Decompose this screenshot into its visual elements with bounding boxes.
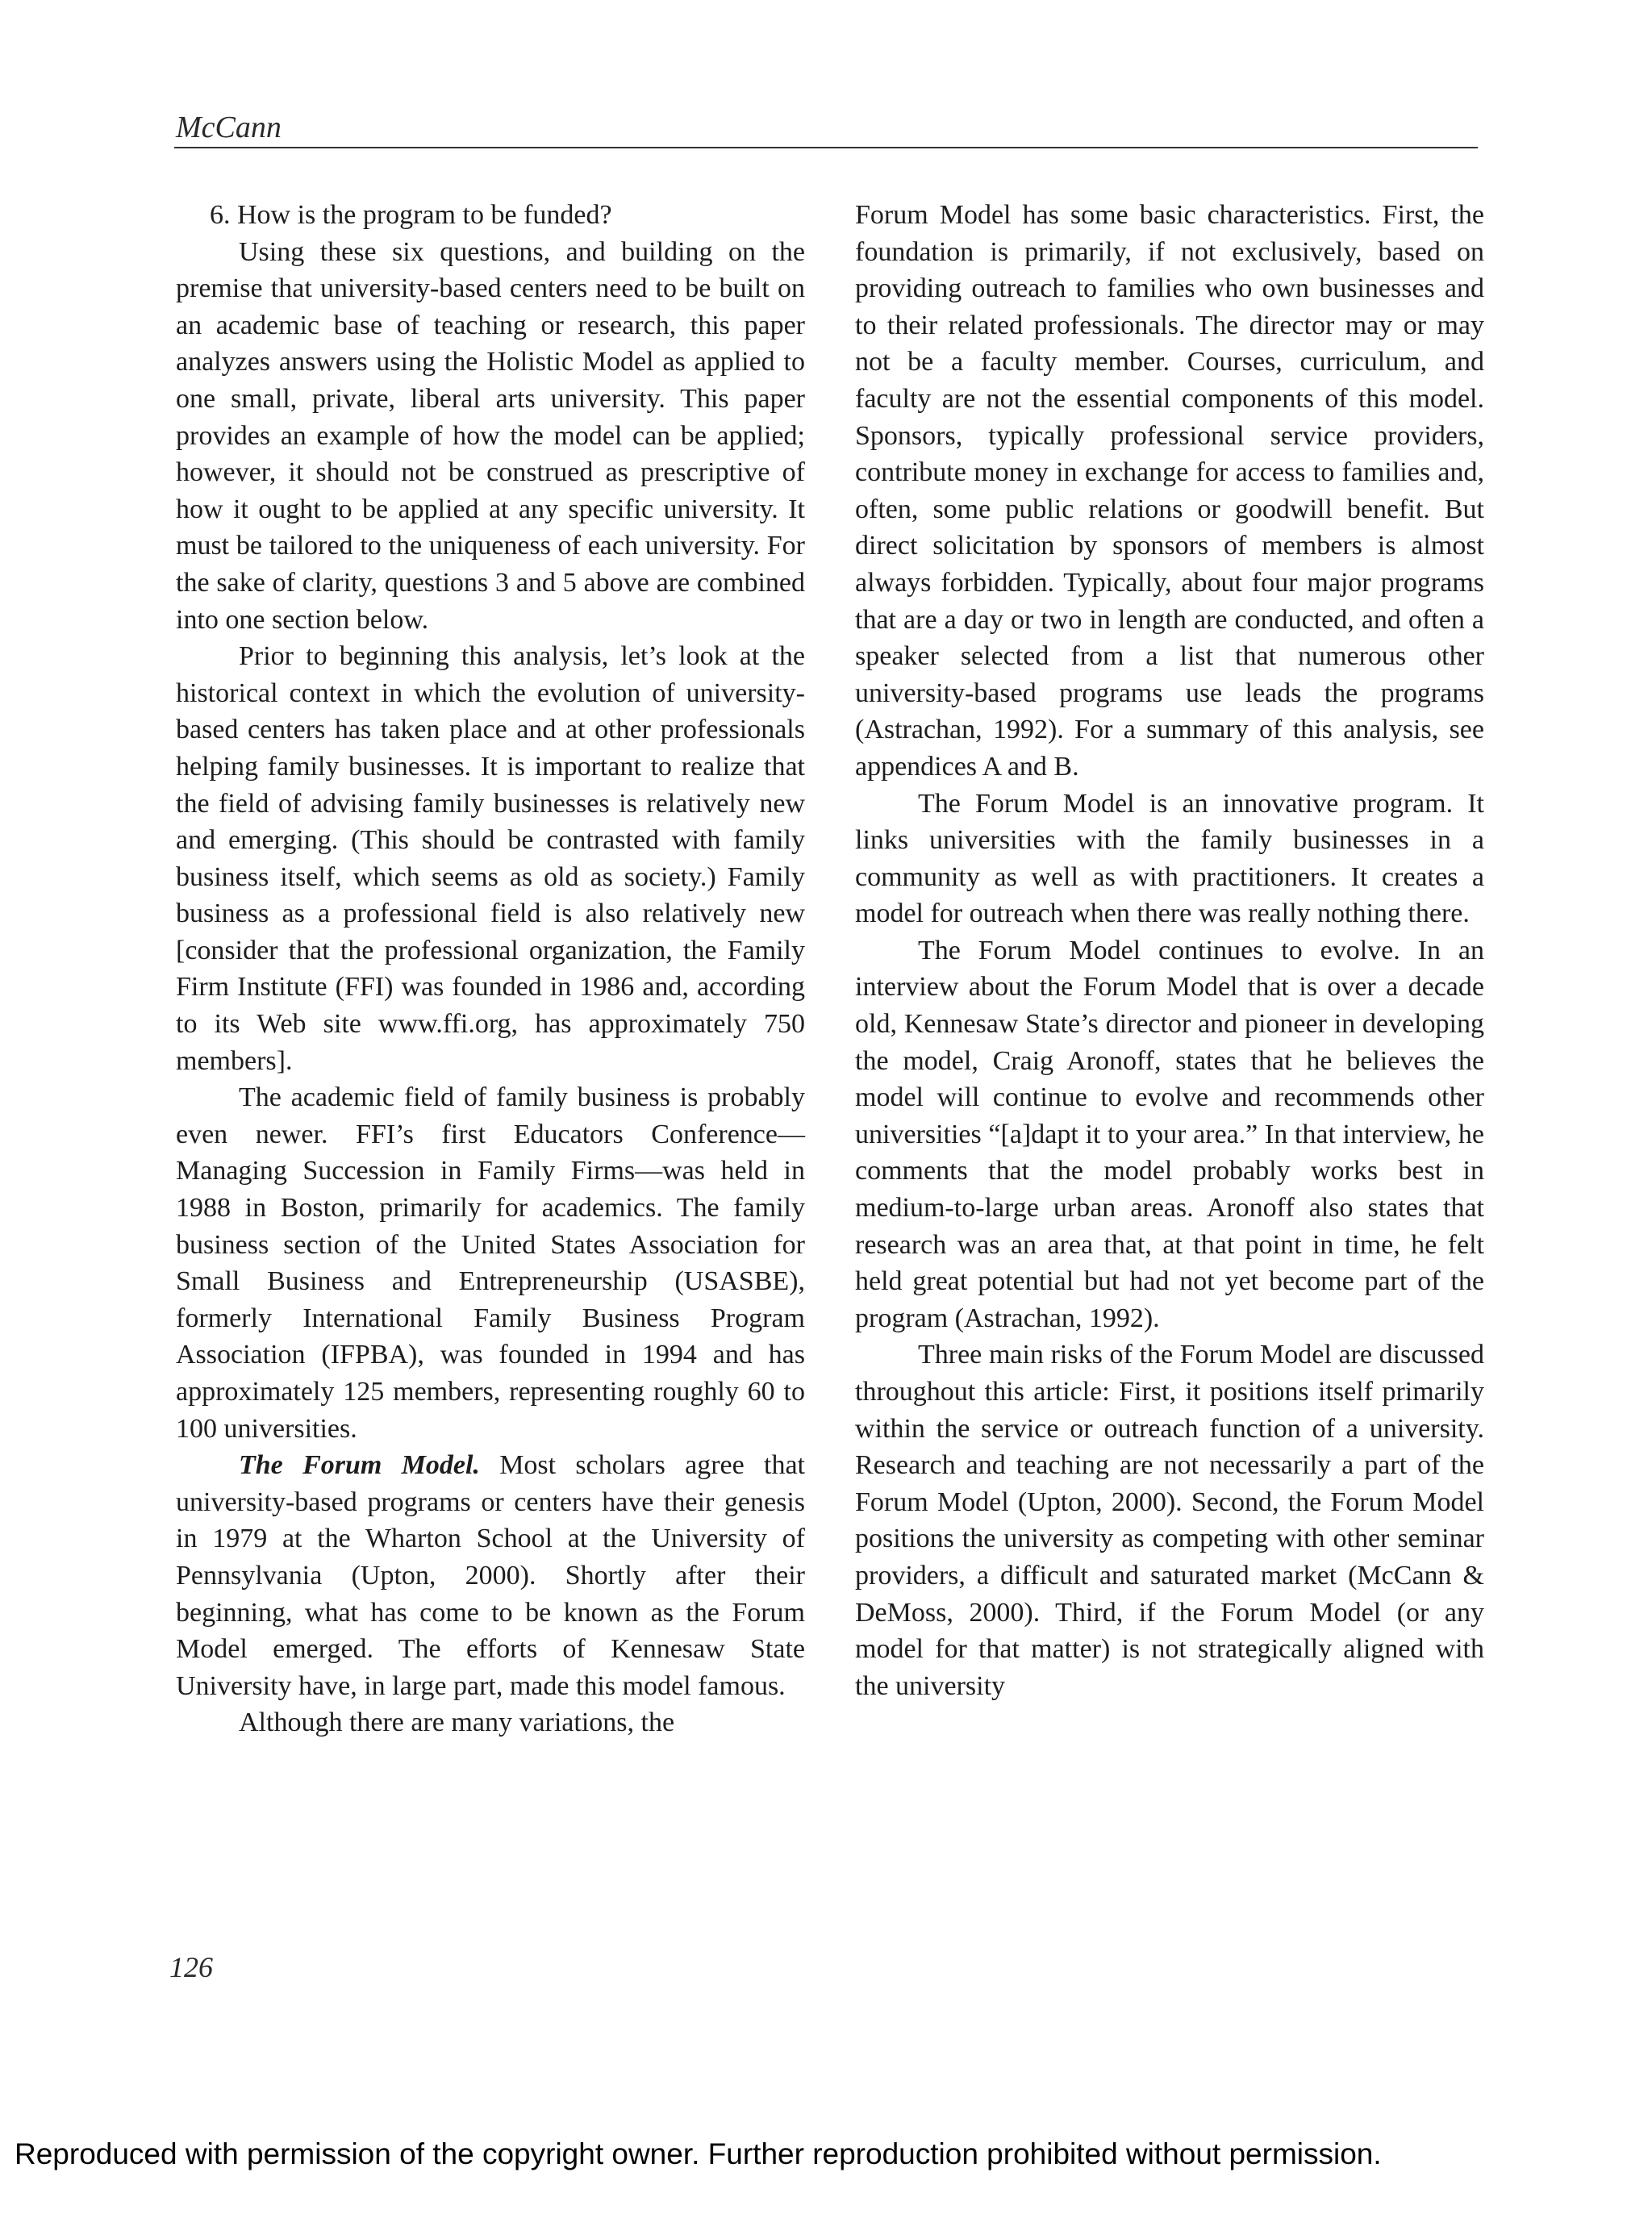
paragraph: Forum Model has some basic characteristics. First, the foundation is primarily, if not exclusively, based on providing outreach to families who own businesses and to their related professionals. The director may or may not be a faculty member. Courses, curriculum, and faculty are not the essential components of this model. Sponsors, typically professional service providers, contribute money in exchange for access to families and, often, some public relations or goodwill benefit. But direct solicitation by sponsors of members is almost always forbidden. Typically, about four major programs that are a day or two in length are conducted, and often a speaker selected from a list that numerous other university-based programs use leads the programs (Astrachan, 1992). For a summary of this analysis, see appendices A and B. (855, 200, 1484, 782)
running-header-author: McCann (176, 110, 282, 144)
paragraph: Using these six questions, and building on the premise that university-based centers need to be built on an academic base of teaching or research, this paper analyzes answers using the Holistic Model as applied to one small, private, liberal arts university. This paper provides an example of how the model can be applied; however, it should not be construed as prescriptive of how it ought to be applied at any specific university. It must be tailored to the uniqueness of each university. For the sake of clarity, questions 3 and 5 above are combined into one section below. (176, 236, 805, 635)
paragraph: The Forum Model is an innovative program. It links universities with the family businesses in a community as well as with practitioners. It creates a model for outreach when there was really nothing there. (855, 788, 1484, 929)
paragraph-text: Most scholars agree that university-based programs or centers have their genesis in 1979 at the Wharton School at the University of Pennsylvania (Upton, 2000). Shortly after their beginning, what has come to be known as the Forum Model emerged. The efforts of Kennesaw State University have, in large part, made this model famous. (176, 1450, 805, 1701)
section-heading-forum-model: The Forum Model. (239, 1450, 480, 1481)
paragraph: Although there are many variations, the (239, 1707, 675, 1738)
header-rule (174, 147, 1478, 148)
paragraph: The Forum Model continues to evolve. In an interview about the Forum Model that is over a decade old, Kennesaw State’s director and pioneer in developing the model, Craig Aronoff, states that he believes the model will continue to evolve and recommends other universities “[a]dapt it to your area.” In that interview, he comments that the model probably works best in medium-to-large urban areas. Aronoff also states that research was an area that, at that point in time, he felt held great potential but had not yet become part of the program (Astrachan, 1992). (855, 935, 1484, 1333)
right-column (855, 197, 1484, 1704)
paragraph (176, 1447, 805, 1704)
paragraph: 6. How is the program to be funded? (210, 200, 612, 230)
paragraph: The academic field of family business is probably even newer. FFI’s first Educators Conference—Managing Succession in Family Firms—was held in 1988 in Boston, primarily for academics. The family business section of the United States Association for Small Business and Entrepreneurship (USASBE), formerly International Family Business Program Association (IFPBA), was founded in 1994 and has approximately 125 members, representing roughly 60 to 100 universities. (176, 1082, 805, 1444)
paragraph: Three main risks of the Forum Model are discussed throughout this article: First, it positions itself primarily within the service or outreach function of a university. Research and teaching are not necessarily a part of the Forum Model (Upton, 2000). Second, the Forum Model positions the university as competing with other seminar providers, a difficult and saturated market (McCann & DeMoss, 2000). Third, if the Forum Model (or any model for that matter) is not strategically aligned with the university (855, 1340, 1484, 1701)
paragraph: Prior to beginning this analysis, let’s look at the historical context in which the evolution of university-based centers has taken place and at other professionals helping family businesses. It is important to realize that the field of advising family businesses is relatively new and emerging. (This should be contrasted with family business itself, which seems as old as society.) Family business as a professional field is also relatively new [consider that the professional organization, the Family Firm Institute (FFI) was founded in 1986 and, according to its Web site www.ffi.org, has approximately 750 members]. (176, 641, 805, 1076)
left-column (176, 197, 805, 1741)
page-number: 126 (169, 1951, 213, 1983)
copyright-notice: Reproduced with permission of the copyright owner. Further reproduction prohibited without permission. (15, 2137, 1382, 2170)
